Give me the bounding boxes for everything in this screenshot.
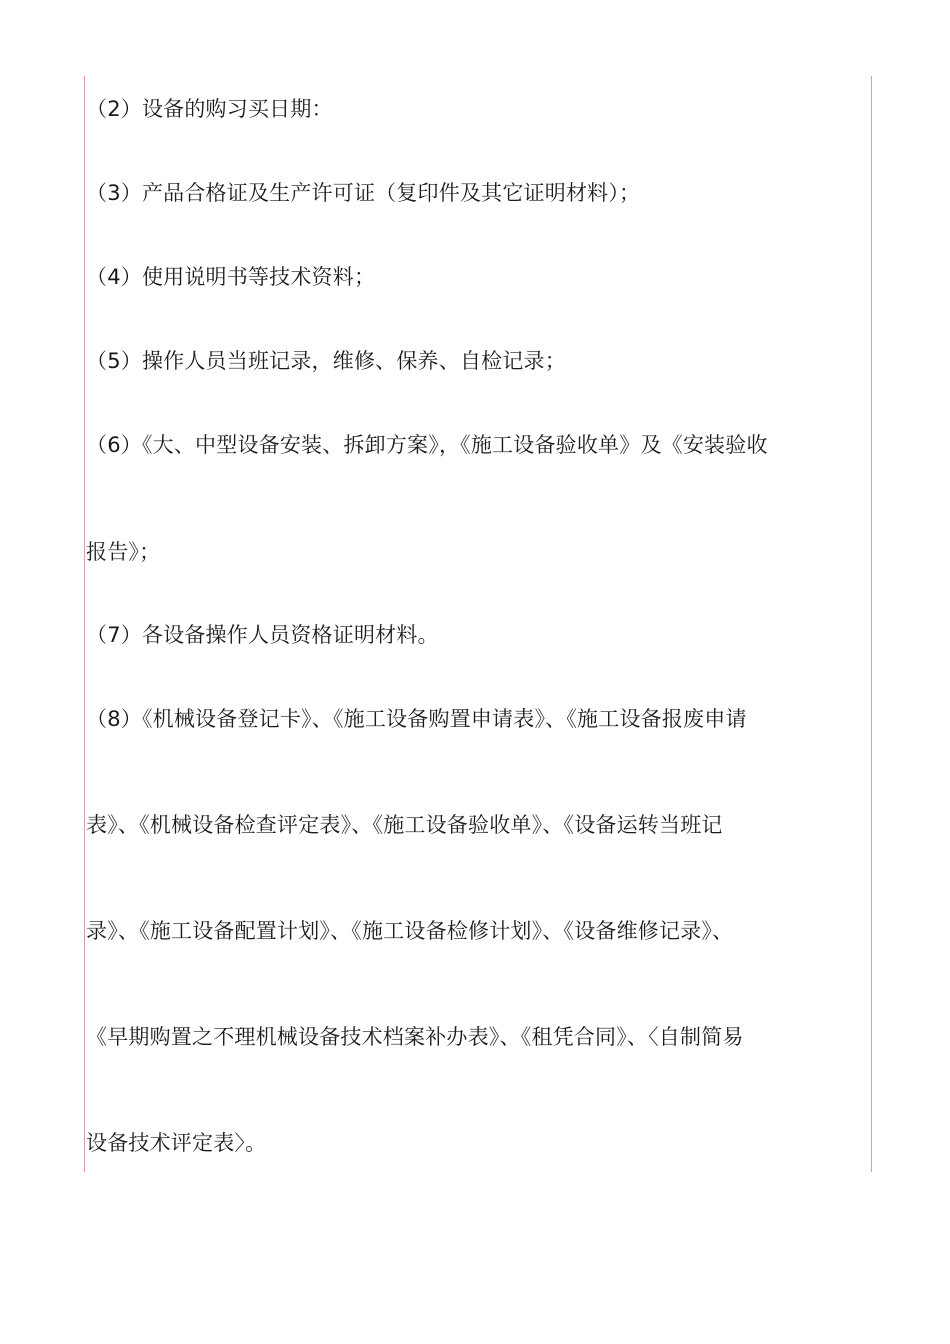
list-item-5: （5）操作人员当班记录，维修、保养、自检记录；	[86, 349, 566, 373]
list-item-3: （3）产品合格证及生产许可证（复印件及其它证明材料）；	[86, 181, 641, 205]
list-item-7: （7）各设备操作人员资格证明材料。	[86, 623, 439, 647]
list-item-8-line-2: 表》、《机械设备检查评定表》、《施工设备验收单》、《设备运转当班记	[86, 813, 723, 837]
list-item-8-line-3: 录》、《施工设备配置计划》、《施工设备检修计划》、《设备维修记录》、	[86, 919, 734, 943]
list-item-8: （8）《机械设备登记卡》、《施工设备购置申请表》、《施工设备报废申请	[86, 707, 747, 731]
list-item-6-continued: 报告》；	[86, 540, 161, 564]
left-margin-rule	[84, 76, 85, 1172]
list-item-2: （2）设备的购习买日期：	[86, 97, 333, 121]
list-item-6: （6）《大、中型设备安装、拆卸方案》，《施工设备验收单》及《安装验收	[86, 433, 768, 457]
list-item-8-line-5: 设备技术评定表〉。	[86, 1131, 267, 1155]
list-item-4: （4）使用说明书等技术资料；	[86, 265, 376, 289]
right-margin-rule	[871, 76, 872, 1172]
list-item-8-line-4: 《早期购置之不理机械设备技术档案补办表》、《租凭合同》、〈自制简易	[86, 1025, 744, 1049]
